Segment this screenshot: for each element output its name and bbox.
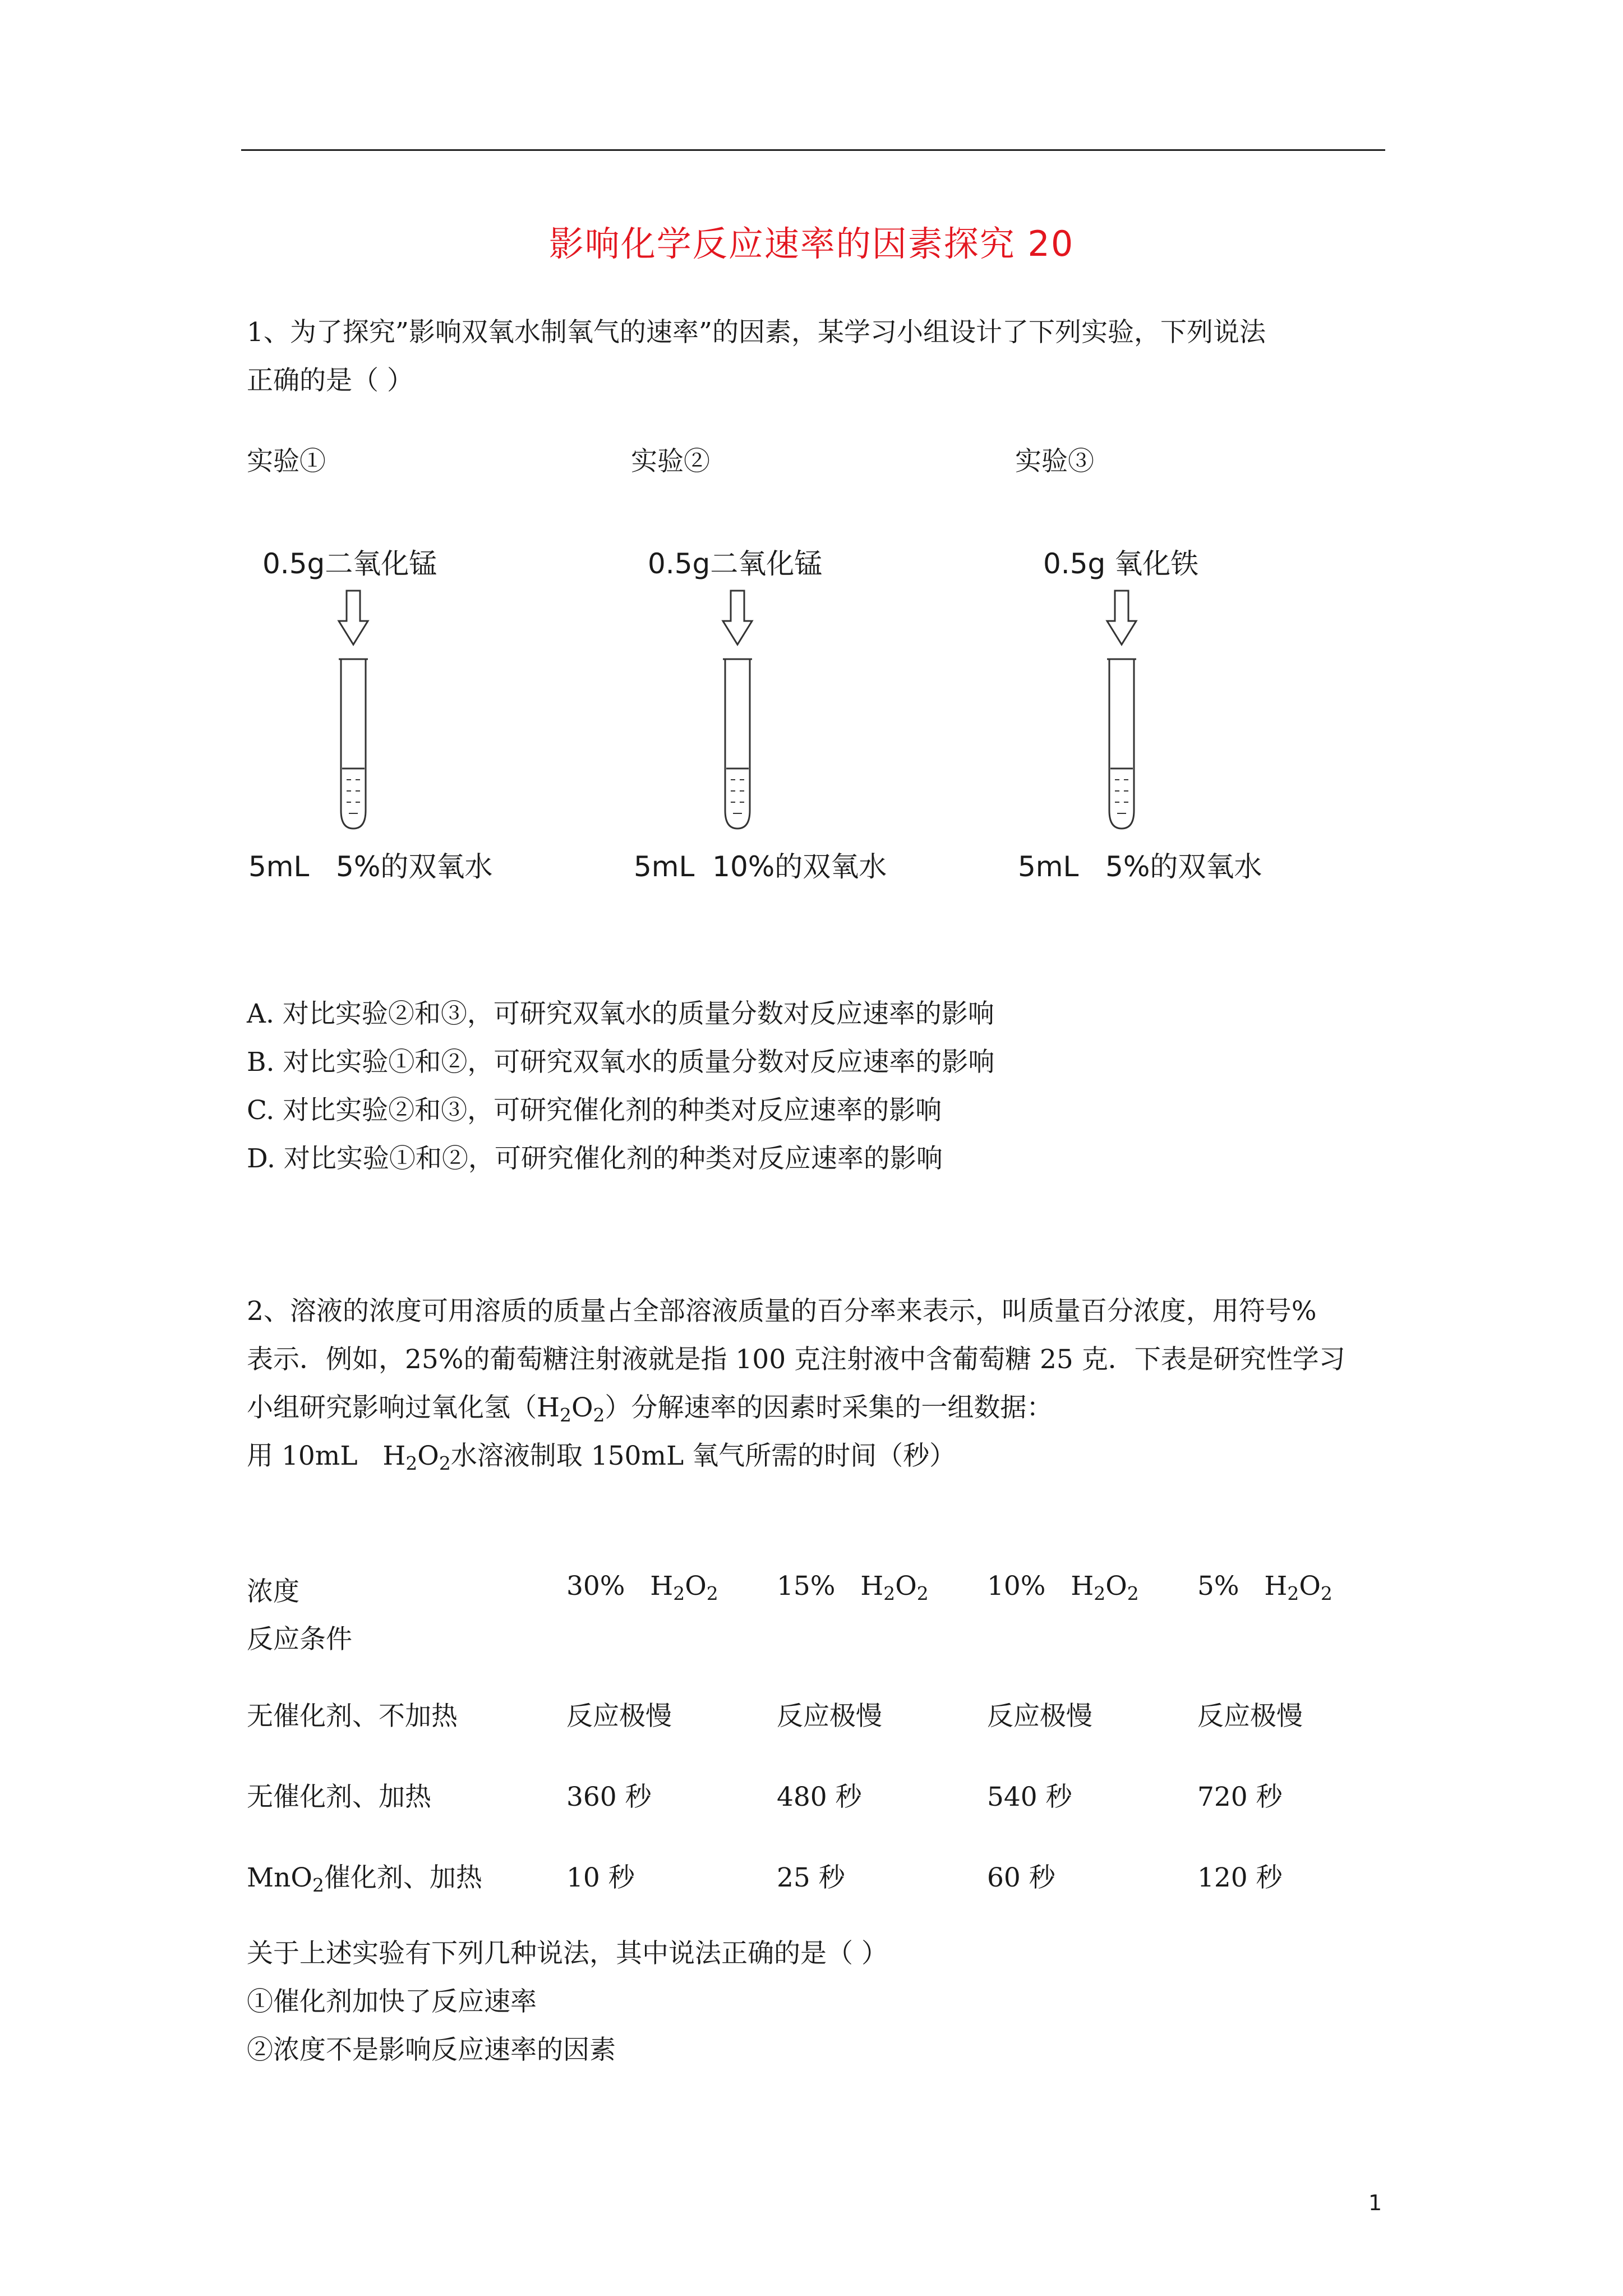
row-1-cell: 反应极慢 [777,1701,882,1732]
test-tube-icon [723,659,752,829]
down-arrow-icon [1107,591,1136,645]
down-arrow-icon [723,591,752,645]
row-1-cell: 反应极慢 [1197,1701,1303,1732]
row-3-cell: 25 秒 [777,1862,845,1893]
row-3-cell: 10 秒 [566,1862,635,1893]
q2-statement-1: ①催化剂加快了反应速率 [247,1986,537,2017]
test-tube-icon [339,659,368,829]
q1-stem-line2: 正确的是（ ） [247,365,413,396]
experiment-1-solution: 5mL 5%的双氧水 [248,850,493,883]
q2-question: 关于上述实验有下列几种说法，其中说法正确的是（ ） [247,1938,888,1969]
row-1-condition: 无催化剂、不加热 [247,1701,458,1732]
table-corner-top: 浓度 [247,1576,299,1607]
experiment-1-heading: 实验① [247,446,326,477]
row-2-condition: 无催化剂、加热 [247,1782,431,1812]
row-2-cell: 360 秒 [566,1782,652,1812]
test-tube-icon [1107,659,1136,829]
page-number: 1 [1368,2191,1382,2215]
q2-statement-2: ②浓度不是影响反应速率的因素 [247,2035,616,2065]
experiment-3-solution: 5mL 5%的双氧水 [1018,850,1262,883]
row-1-cell: 反应极慢 [987,1701,1092,1732]
q1-stem-line1: 1、为了探究”影响双氧水制氧气的速率”的因素，某学习小组设计了下列实验，下列说法 [247,317,1266,348]
experiment-1-reagent: 0.5g二氧化锰 [262,547,437,580]
q1-option-c: C. 对比实验②和③，可研究催化剂的种类对反应速率的影响 [247,1095,942,1126]
row-2-cell: 480 秒 [777,1782,862,1812]
table-header-30: 30% $H_2O_2$ [566,1571,718,1605]
experiment-2-solution: 5mL 10%的双氧水 [634,850,887,883]
experiment-3-heading: 实验③ [1015,446,1094,477]
experiment-2-reagent: 0.5g二氧化锰 [648,547,823,580]
row-3-condition: MnO$_2$催化剂、加热 [247,1862,482,1897]
q2-stem-line4: 用 10mL $H_2O_2$水溶液制取 150mL 氧气所需的时间（秒） [247,1441,956,1475]
down-arrow-icon [339,591,368,645]
experiment-2-apparatus [715,586,760,833]
experiment-1-apparatus [331,586,376,833]
header-rule [241,149,1385,151]
q2-stem-line3: 小组研究影响过氧化氢$(H_2O_2)$分解速率的因素时采集的一组数据： [247,1392,1053,1427]
experiment-3-reagent: 0.5g 氧化铁 [1043,547,1199,580]
q1-option-a: A. 对比实验②和③，可研究双氧水的质量分数对反应速率的影响 [247,999,994,1029]
row-2-cell: 720 秒 [1197,1782,1283,1812]
table-corner-bottom: 反应条件 [247,1624,352,1655]
experiment-3-apparatus [1099,586,1144,833]
row-3-cell: 60 秒 [987,1862,1055,1893]
q2-stem-line2: 表示．例如，25%的葡萄糖注射液就是指 100 克注射液中含葡萄糖 25 克．下表是研究性学习 [247,1344,1345,1375]
table-header-10: 10% $H_2O_2$ [987,1571,1139,1605]
experiment-2-heading: 实验② [631,446,710,477]
row-1-cell: 反应极慢 [566,1701,672,1732]
table-header-15: 15% $H_2O_2$ [777,1571,929,1605]
row-3-cell: 120 秒 [1197,1862,1283,1893]
page-title: 影响化学反应速率的因素探究 20 [548,223,1075,264]
q1-option-b: B. 对比实验①和②，可研究双氧水的质量分数对反应速率的影响 [247,1047,995,1078]
q2-stem-line1: 2、溶液的浓度可用溶质的质量占全部溶液质量的百分率来表示，叫质量百分浓度，用符号% [247,1296,1317,1327]
table-header-5: 5% $H_2O_2$ [1197,1571,1332,1605]
row-2-cell: 540 秒 [987,1782,1072,1812]
q1-option-d: D. 对比实验①和②，可研究催化剂的种类对反应速率的影响 [247,1143,943,1174]
